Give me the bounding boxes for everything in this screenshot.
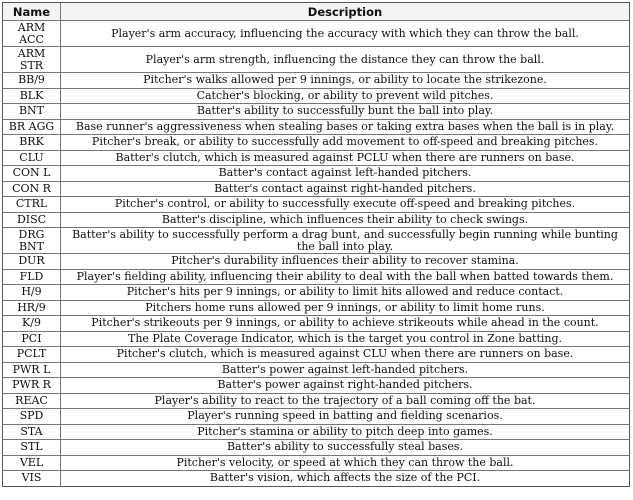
row-name: BRK [3, 135, 61, 151]
table-row [3, 347, 629, 363]
row-name: K/9 [3, 316, 61, 332]
row-description: Batter's ability to successfully bunt the ball into play. [61, 104, 629, 120]
row-description: Pitcher's clutch, which is measured against CLU when there are runners on base. [61, 347, 629, 363]
row-description: Pitcher's walks allowed per 9 innings, or ability to locate the strikezone. [61, 73, 629, 89]
table-row [3, 471, 629, 486]
table-row [3, 316, 629, 332]
row-name: VIS [3, 471, 61, 486]
table-row [3, 394, 629, 410]
table-row [3, 213, 629, 229]
row-name: PCI [3, 332, 61, 348]
row-name: PCLT [3, 347, 61, 363]
row-description: Batter's vision, which affects the size of the PCI. [209, 471, 481, 485]
row-name: SPD [3, 409, 61, 425]
table-row [3, 182, 629, 198]
row-name: ARM STR [3, 47, 61, 73]
row-description: Batter's ability to successfully perform a drag bunt, and successfully begin running while bunting the ball into play. [61, 228, 629, 254]
row-description: Batter's power against right-handed pitchers. [61, 378, 629, 394]
table-row [3, 301, 629, 317]
row-name: DUR [3, 254, 61, 270]
table-row [3, 151, 629, 167]
row-name: BLK [3, 89, 61, 105]
row-description: Pitcher's durability influences their ability to recover stamina. [61, 254, 629, 270]
row-name: CON R [3, 182, 61, 198]
table-row [3, 135, 629, 151]
table-row [3, 440, 629, 456]
row-description: Pitcher's break, or ability to successfully add movement to off-speed and breaking pitches. [61, 135, 629, 151]
row-description: Batter's contact against right-handed pitchers. [61, 182, 629, 198]
row-description: Batter's discipline, which influences their ability to check swings. [61, 213, 629, 229]
table-row [3, 332, 629, 348]
table-row [3, 270, 629, 286]
row-description: Pitcher's strikeouts per 9 innings, or ability to achieve strikeouts while ahead in the count. [61, 316, 629, 332]
table-row [3, 378, 629, 394]
column-header-name: Name [3, 3, 61, 21]
table-row [3, 89, 629, 105]
row-name: BNT [3, 104, 61, 120]
row-description: Base runner's aggressiveness when stealing bases or taking extra bases when the ball is in play. [61, 120, 629, 136]
table-row [3, 73, 629, 89]
row-name: CON L [3, 166, 61, 182]
row-name: ARM ACC [3, 21, 61, 47]
row-description: Pitcher's control, or ability to successfully execute off-speed and breaking pitches. [61, 197, 629, 213]
row-description: Batter's clutch, which is measured against PCLU when there are runners on base. [61, 151, 629, 167]
table-row [3, 409, 629, 425]
row-description: The Plate Coverage Indicator, which is the target you control in Zone batting. [61, 332, 629, 348]
row-name: CLU [3, 151, 61, 167]
row-description: Pitcher's stamina or ability to pitch deep into games. [61, 425, 629, 441]
row-description: Catcher's blocking, or ability to prevent wild pitches. [61, 89, 629, 105]
table-row [3, 456, 629, 472]
row-description: Batter's ability to successfully steal bases. [61, 440, 629, 456]
table-row [3, 425, 629, 441]
row-description: Pitchers home runs allowed per 9 innings, or ability to limit home runs. [61, 301, 629, 317]
table-row [3, 120, 629, 136]
row-name: BR AGG [3, 120, 61, 136]
table-row [3, 363, 629, 379]
row-name: REAC [3, 394, 61, 410]
row-description: Batter's contact against left-handed pitchers. [61, 166, 629, 182]
row-name: HR/9 [3, 301, 61, 317]
row-name: CTRL [3, 197, 61, 213]
table-row [3, 47, 629, 73]
row-name: PWR R [3, 378, 61, 394]
table-row [3, 197, 629, 213]
attributes-table-container [2, 2, 630, 487]
row-description: Batter's power against left-handed pitchers. [61, 363, 629, 379]
table-row [3, 285, 629, 301]
table-body [3, 21, 629, 486]
row-name: STA [3, 425, 61, 441]
row-description: Player's arm accuracy, influencing the accuracy with which they can throw the ball. [61, 21, 629, 47]
row-name: DRG BNT [3, 228, 61, 254]
table-row [3, 166, 629, 182]
row-name: FLD [3, 270, 61, 286]
row-name: BB/9 [3, 73, 61, 89]
row-description: Player's fielding ability, influencing their ability to deal with the ball when batted towards them. [61, 270, 629, 286]
row-description: Pitcher's velocity, or speed at which they can throw the ball. [61, 456, 629, 472]
table-header-row [3, 3, 629, 21]
table-row [3, 228, 629, 254]
row-description: Pitcher's hits per 9 innings, or ability to limit hits allowed and reduce contact. [61, 285, 629, 301]
row-description: Player's running speed in batting and fielding scenarios. [61, 409, 629, 425]
row-description: Player's arm strength, influencing the distance they can throw the ball. [61, 47, 629, 73]
table-row [3, 21, 629, 47]
row-name: DISC [3, 213, 61, 229]
attributes-table [2, 2, 630, 487]
row-name: PWR L [3, 363, 61, 379]
column-header-description: Description [61, 3, 629, 21]
row-name: VEL [3, 456, 61, 472]
row-description: Player's ability to react to the trajectory of a ball coming off the bat. [61, 394, 629, 410]
row-name: STL [3, 440, 61, 456]
table-row [3, 104, 629, 120]
table-row [3, 254, 629, 270]
row-name: H/9 [3, 285, 61, 301]
